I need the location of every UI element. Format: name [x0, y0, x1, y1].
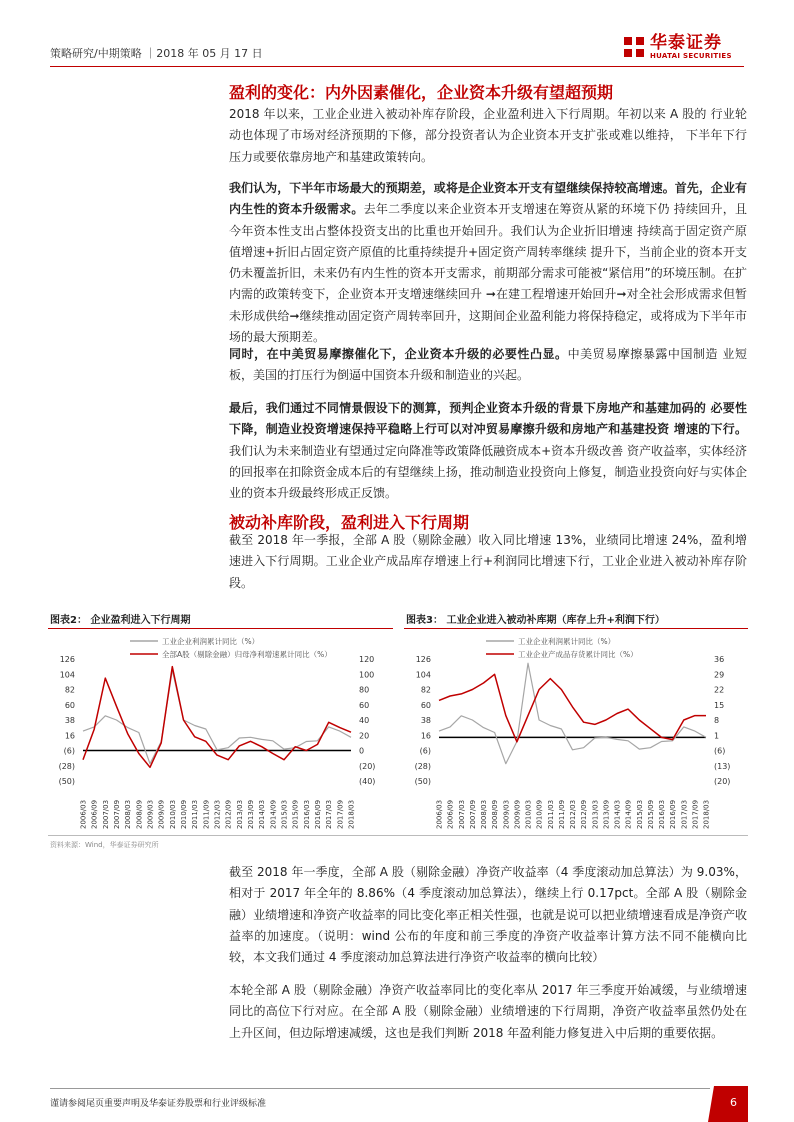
x-axis-tick-label: 2015/03	[635, 799, 644, 829]
left-axis-tick-label: (50)	[58, 777, 75, 786]
x-axis-tick-label: 2009/03	[502, 799, 511, 829]
right-axis-tick-label: 1	[714, 731, 720, 741]
x-axis-tick-label: 2012/03	[569, 799, 577, 829]
figure3-title: 图表3： 工业企业进入被动补库期（库存上升+利润下行）	[406, 615, 665, 626]
x-axis-tick-label: 2017/03	[325, 799, 334, 829]
x-axis-tick-label: 2014/03	[613, 799, 622, 829]
x-axis-tick-label: 2007/03	[457, 799, 466, 829]
x-axis-tick-label: 2012/09	[580, 799, 589, 829]
header-divider	[50, 66, 744, 67]
left-axis-tick-label: 126	[415, 655, 431, 664]
left-axis-tick-label: 82	[64, 685, 75, 695]
x-axis-tick-label: 2010/09	[535, 799, 544, 829]
x-axis-tick-label: 2013/09	[602, 799, 611, 829]
figure2-chart	[48, 632, 393, 832]
huatai-logo	[622, 34, 732, 60]
figure-source: 资料来源：Wind，华泰证券研究所	[50, 841, 159, 849]
left-axis-tick-label: (50)	[414, 777, 431, 786]
left-axis-tick-label: (6)	[63, 746, 75, 756]
paragraph-trade-text: 中美贸易摩擦暴露中国制造 业短板，美国的打压行为倒逼中国资本升级和制造业的兴起。	[229, 347, 747, 383]
left-axis-tick-label: 104	[415, 670, 431, 680]
x-axis-tick-label: 2013/03	[235, 799, 244, 829]
right-axis-tick-label: 8	[714, 716, 720, 725]
paragraph-scenario	[229, 398, 747, 504]
left-axis-tick-label: (28)	[58, 761, 75, 771]
x-axis-tick-label: 2006/09	[446, 799, 455, 829]
left-axis-tick-label: 82	[420, 685, 431, 695]
x-axis-tick-label: 2014/09	[624, 799, 633, 829]
right-axis-tick-label: 22	[714, 685, 725, 695]
logo-english: HUATAI SECURITIES	[650, 52, 732, 60]
series-line	[439, 663, 706, 764]
x-axis-tick-label: 2016/09	[314, 799, 322, 829]
right-axis-tick-label: 40	[359, 716, 370, 725]
x-axis-tick-label: 2017/09	[336, 799, 345, 829]
x-axis-tick-label: 2008/09	[491, 799, 500, 829]
right-axis-tick-label: 15	[714, 700, 725, 710]
right-axis-tick-label: 36	[714, 655, 725, 664]
right-axis-tick-label: (40)	[359, 777, 376, 786]
x-axis-tick-label: 2016/09	[669, 799, 678, 829]
source-divider	[48, 835, 748, 836]
x-axis-tick-label: 2013/03	[591, 799, 600, 829]
left-axis-tick-label: 60	[420, 700, 431, 710]
legend-label: 工业企业利润累计同比（%）	[162, 637, 260, 646]
page-number: 6	[730, 1096, 737, 1109]
right-axis-tick-label: (20)	[359, 761, 376, 771]
right-axis-tick-label: 0	[359, 746, 365, 756]
left-axis-tick-label: 126	[59, 655, 75, 664]
right-axis-tick-label: 120	[359, 655, 375, 664]
figure2-title-rule	[48, 628, 393, 629]
right-axis-tick-label: (6)	[714, 746, 726, 756]
x-axis-tick-label: 2006/03	[79, 799, 88, 829]
page-number-tab	[708, 1086, 748, 1122]
x-axis-tick-label: 2014/03	[258, 799, 267, 829]
x-axis-tick-label: 2014/09	[269, 799, 278, 829]
paragraph-trade-bold: 同时，在中美贸易摩擦催化下，企业资本升级的必要性凸显。	[229, 347, 568, 361]
x-axis-tick-label: 2009/09	[513, 799, 522, 829]
x-axis-tick-label: 2011/03	[191, 799, 200, 829]
x-axis-tick-label: 2006/03	[435, 799, 444, 829]
x-axis-tick-label: 2015/09	[646, 799, 655, 829]
figure3-chart	[404, 632, 748, 832]
x-axis-tick-label: 2017/03	[680, 799, 689, 829]
series-line	[83, 667, 351, 768]
x-axis-tick-label: 2015/09	[291, 799, 300, 829]
x-axis-tick-label: 2011/09	[202, 799, 211, 829]
paragraph-roe-trend: 本轮全部 A 股（剔除金融）净资产收益率同比的变化率从 2017 年三季度开始减缓，与业绩增速同比的高位下行对应。在全部 A 股（剔除金融）业绩增速的下行周期，净资产收益率虽然仍处在上升区间，但边际增速减缓，这也是我们判断 2018 年盈利能力修复进入中后期的重要依据。	[229, 983, 747, 1040]
paragraph-scenario-bold: 最后，我们通过不同情景假设下的测算，预判企业资本升级的背景下房地产和基建加码的 必要性下降，制造业投资增速保持平稳略上行可以对冲贸易摩擦升级和房地产和基建投资 增速的下行。	[229, 401, 747, 437]
figure2-title: 图表2： 企业盈利进入下行周期	[50, 615, 191, 626]
left-axis-tick-label: 38	[420, 716, 431, 725]
x-axis-tick-label: 2018/03	[702, 799, 711, 829]
x-axis-tick-label: 2011/03	[546, 799, 555, 829]
x-axis-tick-label: 2013/09	[247, 799, 255, 829]
left-axis-tick-label: 60	[64, 700, 75, 710]
x-axis-tick-label: 2007/09	[468, 799, 477, 829]
paragraph-roe: 截至 2018 年一季度，全部 A 股（剔除金融）净资产收益率（4 季度滚动加总算法）为 9.03%，相对于 2017 年全年的 8.86%（4 季度滚动加总算法），继续上行 0.17pct。全部 A 股（剔除金融）业绩增速和净资产收益率的同比变化率正相关性强，也就是说可以把业绩增速看成是净资产收益率的加速度。（说明：wind 公布的年度和前三季度的净资产收益率计算方法不同不能横向比较，本文我们通过 4 季度滚动加总算法进行净资产收益率的横向比较）	[229, 865, 747, 965]
x-axis-tick-label: 2010/03	[168, 799, 177, 829]
series-line	[83, 670, 351, 764]
section-title-inventory: 被动补库阶段，盈利进入下行周期	[229, 513, 470, 532]
legend-label: 工业企业利润累计同比（%）	[518, 637, 616, 646]
left-axis-tick-label: 16	[420, 731, 431, 741]
right-axis-tick-label: 29	[714, 670, 725, 680]
right-axis-tick-label: (20)	[714, 777, 731, 786]
series-line	[439, 674, 706, 742]
paragraph-capex-bold: 我们认为，下半年市场最大的预期差，或将是企业资本开支有望继续保持较高增速。首先，企业有内生性的资本升级需求。	[229, 181, 747, 217]
left-axis-tick-label: 104	[59, 670, 75, 680]
legend-label: 工业企业产成品存货累计同比（%）	[518, 650, 638, 659]
x-axis-tick-label: 2018/03	[347, 799, 356, 829]
x-axis-tick-label: 2011/09	[557, 799, 566, 829]
left-axis-tick-label: (6)	[419, 746, 431, 756]
paragraph-trade	[229, 344, 747, 387]
x-axis-tick-label: 2016/03	[302, 799, 311, 829]
x-axis-tick-label: 2008/03	[124, 799, 133, 829]
x-axis-tick-label: 2010/03	[524, 799, 533, 829]
right-axis-tick-label: 80	[359, 685, 370, 695]
x-axis-tick-label: 2009/09	[157, 799, 166, 829]
x-axis-tick-label: 2015/03	[280, 799, 289, 829]
right-axis-tick-label: 20	[359, 731, 370, 741]
left-axis-tick-label: 38	[64, 716, 75, 725]
paragraph-intro: 2018 年以来，工业企业进入被动补库存阶段，企业盈利进入下行周期。年初以来 A 股的 行业轮动也体现了市场对经济预期的下修，部分投资者认为企业资本开支扩张或难以维持， 下半年下行压力或要依靠房地产和基建政策转向。	[229, 107, 747, 164]
x-axis-tick-label: 2009/03	[146, 799, 155, 829]
x-axis-tick-label: 2008/03	[480, 799, 488, 829]
x-axis-tick-label: 2006/09	[90, 799, 99, 829]
right-axis-tick-label: (13)	[714, 761, 731, 771]
left-axis-tick-label: 16	[64, 731, 75, 741]
x-axis-tick-label: 2010/09	[180, 799, 188, 829]
huatai-logo-icon	[622, 35, 646, 59]
x-axis-tick-label: 2007/09	[113, 799, 121, 829]
section-title-profit-change: 盈利的变化：内外因素催化，企业资本升级有望超预期	[229, 83, 614, 102]
footer-divider	[50, 1088, 710, 1089]
paragraph-capex	[229, 178, 747, 348]
paragraph-q1-results: 截至 2018 年一季报，全部 A 股（剔除金融）收入同比增速 13%，业绩同比增速 24%，盈利增速进入下行周期。工业企业产成品库存增速上行+利润同比增速下行，工业企业进入被动补库存阶段。	[229, 533, 747, 590]
right-axis-tick-label: 100	[359, 670, 375, 680]
right-axis-tick-label: 60	[359, 700, 370, 710]
x-axis-tick-label: 2017/09	[691, 799, 700, 829]
x-axis-tick-label: 2008/09	[135, 799, 144, 829]
header-text: 策略研究/中期策略 ｜2018 年 05 月 17 日	[50, 47, 263, 60]
legend-label: 全部A股（剔除金融）归母净利增速累计同比（%）	[162, 650, 332, 659]
footer-disclaimer: 谨请参阅尾页重要声明及华泰证券股票和行业评级标准	[50, 1099, 267, 1109]
x-axis-tick-label: 2012/09	[224, 799, 233, 829]
x-axis-tick-label: 2012/03	[213, 799, 222, 829]
x-axis-tick-label: 2016/03	[658, 799, 666, 829]
logo-chinese: 华泰证券	[650, 33, 722, 53]
x-axis-tick-label: 2007/03	[101, 799, 110, 829]
paragraph-capex-text: 去年二季度以来企业资本开支增速在筹资从紧的环境下仍 持续回升，且今年资本性支出占整体投资支出的比重也开始回升。我们认为企业折旧增速 持续高于固定资产原值增速+折旧占固定资产原值的比重持续提升+固定资产周转率继续 提升下，当前企业的资本开支仍未覆盖折旧，未来仍有内生性的资本开支需求，前期部分需求可能被“紧信用”的环境压制。在扩内需的政策转变下，企业资本开支增速继续回升 ➞在建工程增速开始回升➞对全社会形成需求但暂未形成供给➞继续推动固定资产周转率回升，这期间企业盈利能力将保持稳定，或将成为下半年市场的最大预期差。	[229, 202, 747, 345]
left-axis-tick-label: (28)	[414, 761, 431, 771]
figure3-title-rule	[404, 628, 748, 629]
paragraph-scenario-text: 我们认为未来制造业有望通过定向降准等政策降低融资成本+资本升级改善 资产收益率，实体经济的回报率在扣除资金成本后的有望继续上扬，推动制造业投资向上修复，制造业投资向好与实体企业的资本升级最终形成正反馈。	[229, 443, 747, 501]
